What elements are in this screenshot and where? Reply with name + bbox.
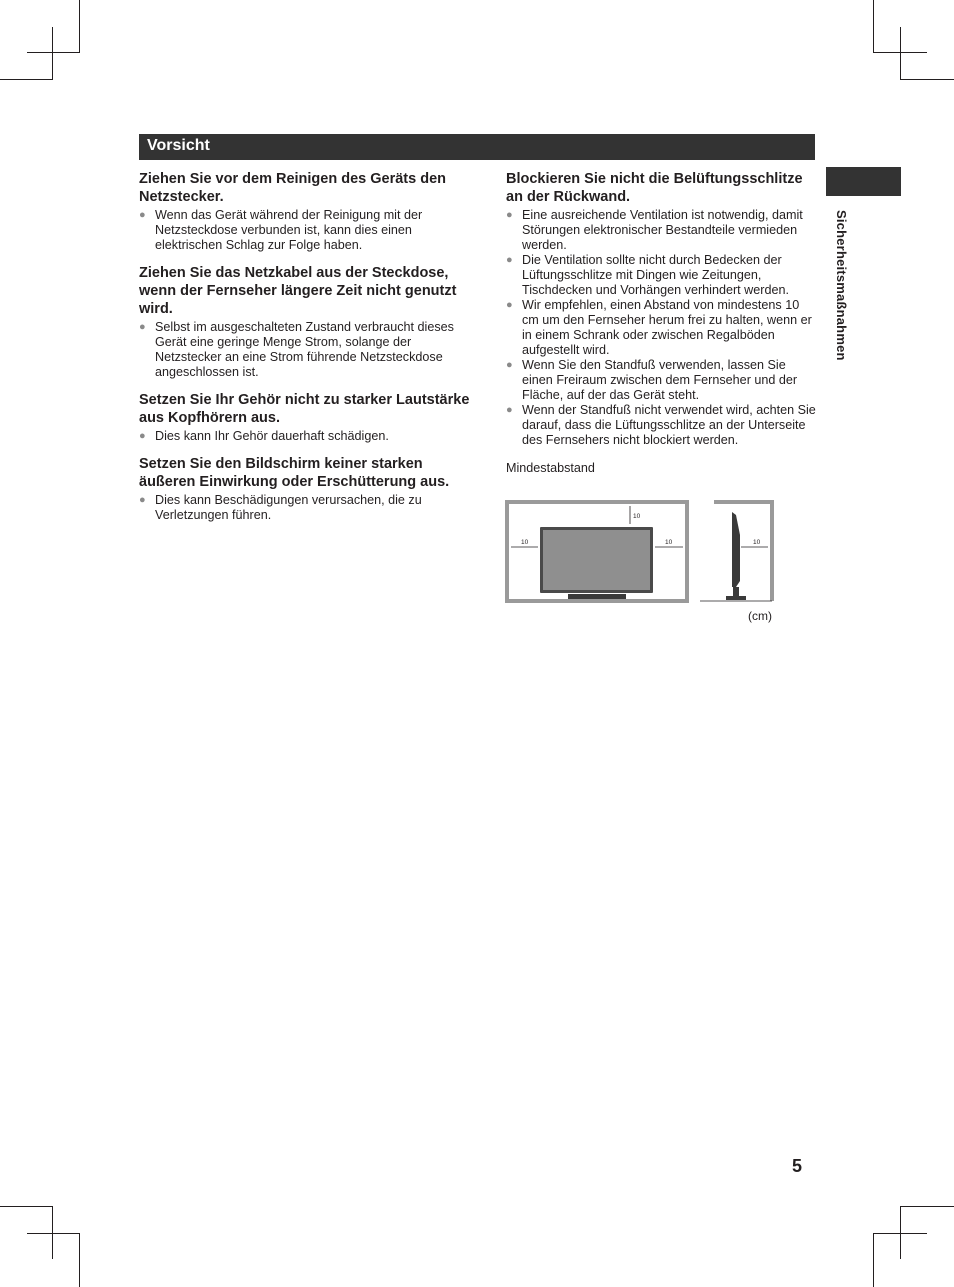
caution-heading: Ziehen Sie vor dem Reinigen des Geräts den Netzstecker. — [139, 171, 447, 205]
bullet-list — [139, 429, 477, 444]
side-tab-label: Sicherheitsmaßnahmen — [834, 210, 849, 361]
top-gap-label: 10 — [633, 513, 641, 520]
list-item — [506, 298, 818, 358]
list-item — [506, 403, 818, 448]
bullet-text: Wenn der Standfuß nicht verwendet wird, achten Sie darauf, dass die Lüftungsschlitze an der Unterseite des Fernsehers nicht blockiert werden. — [522, 403, 816, 447]
tv-side-stand-base — [726, 596, 746, 600]
caution-heading: Ziehen Sie das Netzkabel aus der Steckdose, wenn der Fernseher längere Zeit nicht genutzt wird. — [139, 265, 457, 317]
bullet-dot-icon: ● — [139, 494, 146, 506]
back-gap-label: 10 — [753, 539, 761, 546]
bullet-text: Eine ausreichende Ventilation ist notwendig, damit Störungen elektronischer Bestandteile vermieden werden. — [522, 208, 803, 252]
bullet-dot-icon: ● — [506, 359, 513, 371]
side-view — [700, 502, 772, 623]
bullet-dot-icon: ● — [139, 430, 146, 442]
caution-block — [139, 264, 477, 380]
list-item — [506, 253, 818, 298]
caution-block — [139, 170, 477, 253]
section-title: Vorsicht — [147, 137, 210, 154]
bullet-dot-icon: ● — [506, 299, 513, 311]
bullet-dot-icon: ● — [506, 209, 513, 221]
caution-block — [139, 391, 477, 444]
list-item — [139, 493, 477, 523]
wall-outline — [714, 502, 772, 601]
list-item — [139, 208, 477, 253]
bullet-text: Dies kann Ihr Gehör dauerhaft schädigen. — [155, 429, 389, 443]
left-column — [139, 170, 477, 534]
caution-block — [506, 170, 818, 448]
tv-side-stand-neck — [733, 587, 739, 596]
bullet-text: Wenn Sie den Standfuß verwenden, lassen Sie einen Freiraum zwischen dem Fernseher und der Fläche, auf der das Gerät steht. — [522, 358, 798, 402]
bullet-text: Wir empfehlen, einen Abstand von mindestens 10 cm um den Fernseher herum frei zu halten, wenn er in einem Schrank oder zwischen Regalböden aufgestellt wird. — [522, 298, 812, 357]
bullet-dot-icon: ● — [506, 254, 513, 266]
bullet-text: Dies kann Beschädigungen verursachen, die zu Verletzungen führen. — [155, 493, 422, 522]
bullet-text: Wenn das Gerät während der Reinigung mit der Netzsteckdose verbunden ist, kann dies einen elektrischen Schlag zur Folge haben. — [155, 208, 423, 252]
tv-side-icon — [732, 512, 740, 587]
tv-stand-icon — [568, 594, 626, 599]
list-item — [139, 320, 477, 380]
list-item — [506, 208, 818, 253]
bullet-list — [139, 493, 477, 523]
caution-heading: Setzen Sie Ihr Gehör nicht zu starker Lautstärke aus Kopfhörern aus. — [139, 392, 470, 426]
left-gap-label: 10 — [521, 539, 529, 546]
bullet-list — [506, 208, 818, 448]
tv-screen — [543, 530, 650, 590]
right-gap-label: 10 — [665, 539, 673, 546]
list-item — [506, 358, 818, 403]
clearance-diagram — [500, 495, 790, 630]
unit-label: (cm) — [748, 609, 772, 623]
page-number: 5 — [792, 1156, 803, 1176]
section-header — [139, 134, 815, 160]
caution-heading: Blockieren Sie nicht die Belüftungsschlitze an der Rückwand. — [506, 171, 803, 205]
bullet-dot-icon: ● — [139, 321, 146, 333]
figure-caption: Mindestabstand — [506, 461, 595, 475]
bullet-list — [139, 320, 477, 380]
bullet-text: Die Ventilation sollte nicht durch Bedecken der Lüftungsschlitze mit Dingen wie Zeitungen, Tischdecken und Vorhängen verhindert werden. — [522, 253, 789, 297]
caution-block — [139, 455, 477, 523]
front-view — [507, 502, 687, 601]
caution-heading: Setzen Sie den Bildschirm keiner starken äußeren Einwirkung oder Erschütterung aus. — [139, 456, 450, 490]
right-column — [506, 170, 818, 475]
bullet-dot-icon: ● — [506, 404, 513, 416]
bullet-text: Selbst im ausgeschalteten Zustand verbraucht dieses Gerät eine geringe Menge Strom, solange der Netzstecker an eine Strom führende Netzsteckdose angeschlossen ist. — [155, 320, 454, 379]
side-tab — [826, 167, 901, 196]
bullet-list — [139, 208, 477, 253]
list-item — [139, 429, 477, 444]
bullet-dot-icon: ● — [139, 209, 146, 221]
